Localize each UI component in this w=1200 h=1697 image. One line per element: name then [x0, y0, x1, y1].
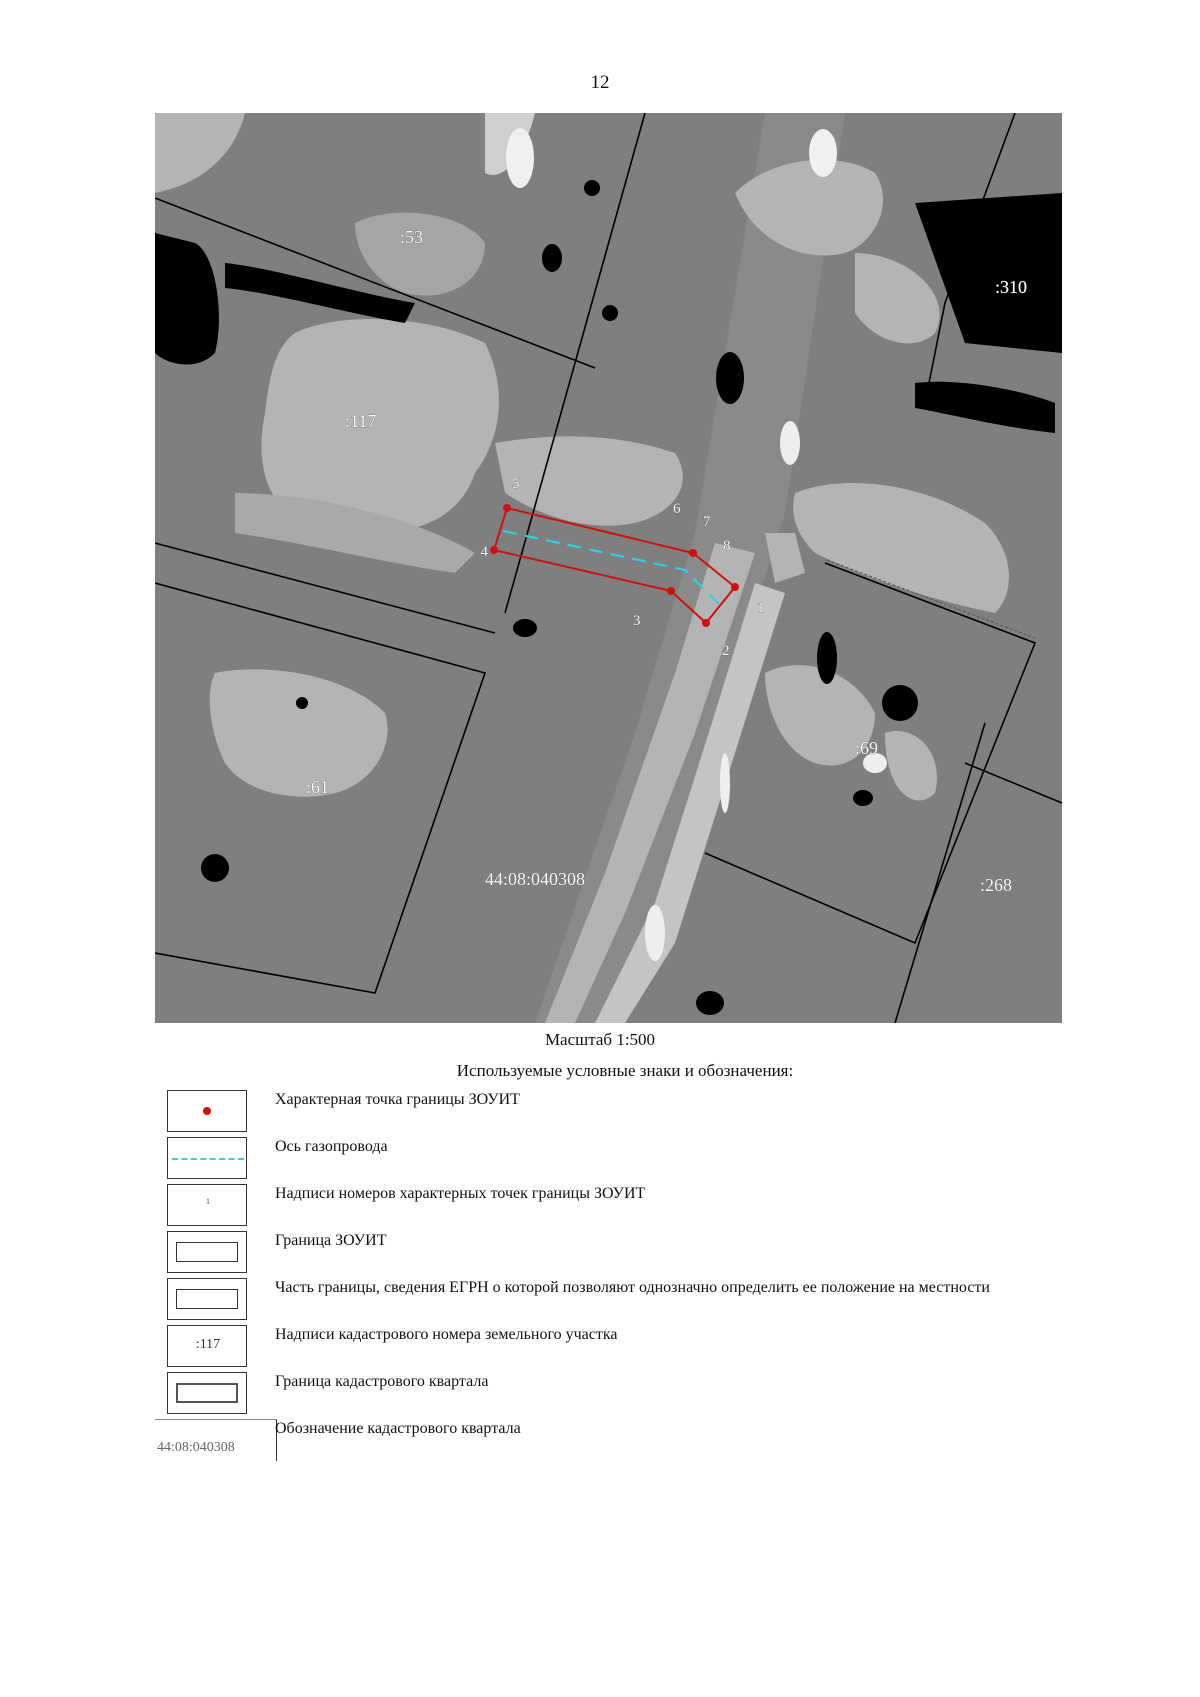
- point-label-2: 2: [722, 643, 730, 659]
- zouit-point-1[interactable]: [731, 583, 739, 591]
- rectangle-icon: [176, 1383, 238, 1403]
- point-label-5: 5: [512, 476, 520, 492]
- dark-spot: [584, 180, 600, 196]
- point-number-sample: 1: [206, 1197, 210, 1206]
- zouit-point-2[interactable]: [702, 619, 710, 627]
- point-label-6: 6: [673, 501, 681, 517]
- legend-title: Используемые условные знаки и обозначения:: [456, 1061, 794, 1080]
- legend-symbol-rect: [167, 1278, 247, 1320]
- point-label-8: 8: [723, 538, 731, 554]
- dashed-line-icon: [172, 1158, 244, 1160]
- legend-text: Характерная точка границы ЗОУИТ: [275, 1091, 520, 1108]
- point-label-4: 4: [480, 544, 488, 560]
- legend-symbol-red-dot: [167, 1090, 247, 1132]
- dark-spot: [296, 697, 308, 709]
- legend-symbol-parcel-number: [167, 1325, 247, 1367]
- parcel-label-268: :268: [980, 875, 1013, 895]
- zouit-point-3[interactable]: [667, 587, 675, 595]
- legend-text: Ось газопровода: [275, 1138, 388, 1155]
- parcel-label-310: :310: [995, 277, 1028, 297]
- legend-text: Граница ЗОУИТ: [275, 1232, 387, 1249]
- white-highlight: [809, 129, 837, 177]
- legend-text: Граница кадастрового квартала: [275, 1373, 489, 1390]
- parcel-number-sample: :117: [195, 1337, 221, 1352]
- parcel-label-53: :53: [400, 227, 424, 247]
- white-highlight: [645, 905, 665, 961]
- legend-text: Надписи кадастрового номера земельного участка: [275, 1326, 618, 1343]
- legend-symbol-point-number: [167, 1184, 247, 1226]
- dark-spot: [542, 244, 562, 272]
- dark-spot: [817, 632, 837, 684]
- point-label-1: 1: [757, 600, 765, 616]
- quarter-number-sample: 44:08:040308: [157, 1440, 235, 1455]
- dark-spot: [716, 352, 744, 404]
- legend-symbol-rect-thick: [167, 1372, 247, 1414]
- dark-spot: [201, 854, 229, 882]
- zouit-point-4[interactable]: [490, 546, 498, 554]
- legend-text: Обозначение кадастрового квартала: [275, 1420, 521, 1437]
- cadastral-map[interactable]: [155, 113, 1062, 1023]
- parcel-label-117: :117: [345, 411, 377, 431]
- legend-text: Надписи номеров характерных точек границы ЗОУИТ: [275, 1185, 646, 1202]
- parcel-label-69: :69: [855, 738, 879, 758]
- dark-spot: [853, 790, 873, 806]
- legend-symbol-rect: [167, 1231, 247, 1273]
- point-label-3: 3: [633, 613, 641, 629]
- legend-symbol-cyan-dash: [167, 1137, 247, 1179]
- white-highlight: [720, 753, 730, 813]
- zouit-point-5[interactable]: [503, 504, 511, 512]
- zouit-point-6[interactable]: [689, 549, 697, 557]
- parcel-label-61: :61: [306, 777, 330, 797]
- white-highlight: [506, 128, 534, 188]
- page-number: 12: [590, 72, 610, 93]
- dark-spot: [602, 305, 618, 321]
- rectangle-icon: [176, 1242, 238, 1262]
- quarter-label: 44:08:040308: [485, 869, 586, 889]
- dark-spot: [882, 685, 918, 721]
- dark-spot: [696, 991, 724, 1015]
- red-dot-icon: [203, 1107, 211, 1115]
- white-highlight: [780, 421, 800, 465]
- legend-text: Часть границы, сведения ЕГРН о которой позволяют однозначно определить ее положение на местности: [275, 1279, 990, 1296]
- rectangle-icon: [176, 1289, 238, 1309]
- point-label-7: 7: [703, 514, 711, 530]
- legend-symbol-quarter-number: [155, 1419, 277, 1461]
- map-canvas: [155, 113, 1062, 1023]
- scale-text: Масштаб 1:500: [544, 1030, 656, 1049]
- dark-spot: [513, 619, 537, 637]
